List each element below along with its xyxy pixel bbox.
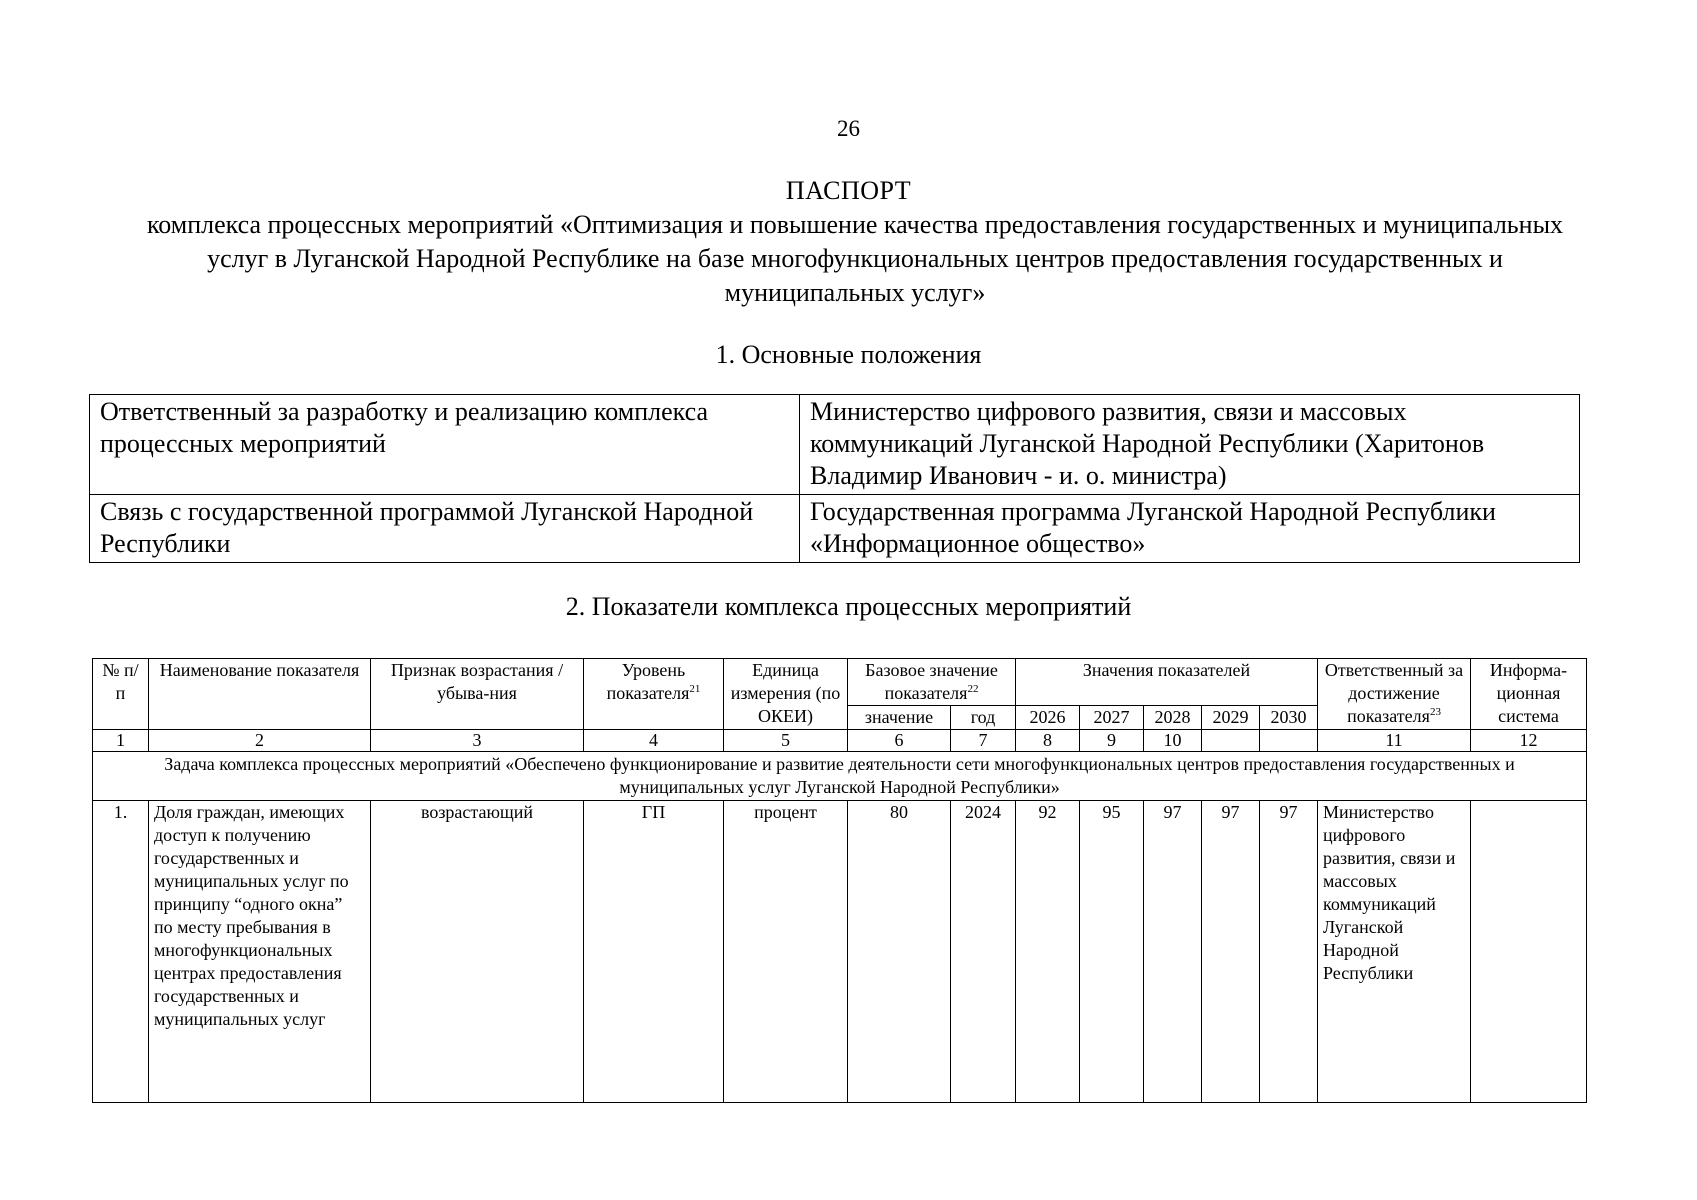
- row-responsible: Министерство цифрового развития, связи и массовых коммуникаций Луганской Народной Республики: [1318, 801, 1471, 1103]
- column-number: 6: [848, 730, 951, 752]
- column-number-row: [93, 730, 1587, 752]
- column-number: 3: [371, 730, 584, 752]
- task-row: [93, 752, 1587, 801]
- row-value: 95: [1080, 801, 1144, 1103]
- column-number: 4: [584, 730, 724, 752]
- header-year: 2026: [1016, 706, 1080, 730]
- row-sign: возрастающий: [371, 801, 584, 1103]
- header-sign: Признак возрастания / убыва-ния: [371, 659, 584, 730]
- column-number: 11: [1318, 730, 1471, 752]
- column-number: 12: [1471, 730, 1587, 752]
- header-base-value: значение: [848, 706, 951, 730]
- indicators-table: [92, 658, 1587, 1103]
- header-year: 2028: [1144, 706, 1202, 730]
- row-value: 97: [1202, 801, 1260, 1103]
- row-value: 97: [1260, 801, 1318, 1103]
- row-name: Доля граждан, имеющих доступ к получению государственных и муниципальных услуг по принципу “одного окна” по месту пребывания в многофункциональных центрах предоставления государственных и муниципальных услуг: [149, 801, 371, 1103]
- column-number: [1260, 730, 1318, 752]
- column-number: 1: [93, 730, 149, 752]
- row-base-year: 2024: [951, 801, 1016, 1103]
- header-year: 2029: [1202, 706, 1260, 730]
- provision-value: Государственная программа Луганской Народной Республики «Информационное общество»: [800, 495, 1580, 563]
- row-value: 92: [1016, 801, 1080, 1103]
- column-number: 5: [724, 730, 848, 752]
- header-responsible: [1318, 659, 1471, 730]
- header-info-system: Информа-ционная система: [1471, 659, 1587, 730]
- page-number: 26: [837, 116, 860, 141]
- provision-value: Министерство цифрового развития, связи и массовых коммуникаций Луганской Народной Республики (Харитонов Владимир Иванович - и. о. министра): [800, 395, 1580, 495]
- column-number: 9: [1080, 730, 1144, 752]
- table-row: [93, 801, 1587, 1103]
- column-number: 7: [951, 730, 1016, 752]
- header-level-text: Уровень показателя: [606, 660, 690, 703]
- row-value: 97: [1144, 801, 1202, 1103]
- column-number: 2: [149, 730, 371, 752]
- provision-label: Связь с государственной программой Луганской Народной Республики: [90, 495, 800, 563]
- section-2-heading: 2. Показатели комплекса процессных мероприятий: [565, 592, 1132, 621]
- row-num: 1.: [93, 801, 149, 1103]
- footnote-ref: 22: [967, 683, 979, 695]
- document-subtitle: комплекса процессных мероприятий «Оптимизация и повышение качества предоставления государственных и муниципальных услуг в Луганской Народной Республике на базе многофункциональных центров предоставления государственных и муниципальных услуг»: [146, 210, 1564, 307]
- header-base: [848, 659, 1016, 706]
- header-responsible-text: Ответственный за достижение показателя: [1324, 660, 1464, 726]
- header-base-year: год: [951, 706, 1016, 730]
- task-description: Задача комплекса процессных мероприятий «Обеспечено функционирование и развитие деятельности сети многофункциональных центров предоставления государственных и муниципальных услуг Луганской Народной Республики»: [93, 752, 1587, 801]
- header-values: Значения показателей: [1016, 659, 1318, 706]
- table-row: [90, 495, 1580, 563]
- row-info-system: [1471, 801, 1587, 1103]
- footnote-ref: 21: [689, 683, 701, 695]
- column-number: 8: [1016, 730, 1080, 752]
- row-level: ГП: [584, 801, 724, 1103]
- column-number: [1202, 730, 1260, 752]
- row-base-value: 80: [848, 801, 951, 1103]
- header-num: № п/п: [93, 659, 149, 730]
- provision-label: Ответственный за разработку и реализацию комплекса процессных мероприятий: [90, 395, 800, 495]
- header-base-text: Базовое значение показателя: [865, 660, 998, 703]
- column-number: 10: [1144, 730, 1202, 752]
- footnote-ref: 23: [1429, 706, 1441, 718]
- header-unit: Единица измерения (по ОКЕИ): [724, 659, 848, 730]
- header-year: 2027: [1080, 706, 1144, 730]
- basic-provisions-table: [89, 394, 1580, 563]
- header-name: Наименование показателя: [149, 659, 371, 730]
- header-year: 2030: [1260, 706, 1318, 730]
- section-1-heading: 1. Основные положения: [715, 340, 982, 369]
- header-row: [93, 659, 1587, 706]
- table-row: [90, 395, 1580, 495]
- row-unit: процент: [724, 801, 848, 1103]
- document-title: ПАСПОРТ: [785, 176, 912, 205]
- header-level: [584, 659, 724, 730]
